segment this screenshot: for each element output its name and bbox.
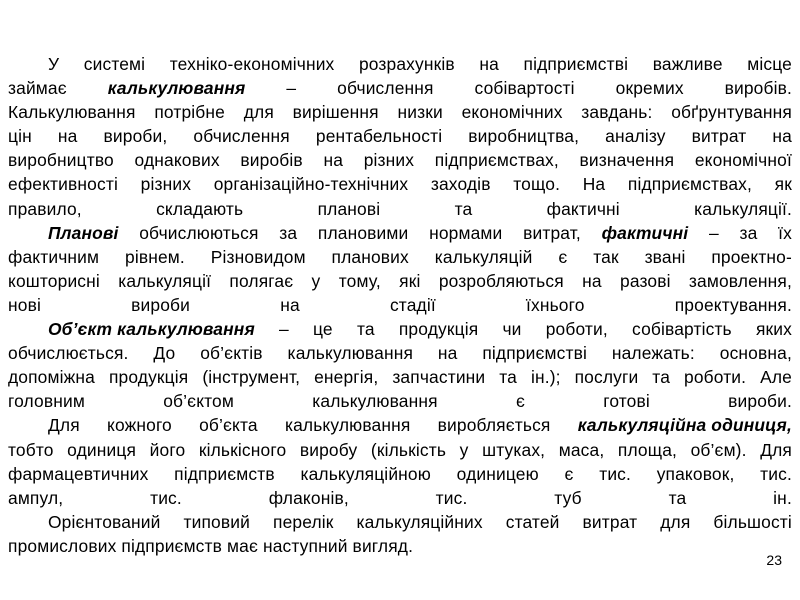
word: заходів bbox=[430, 174, 491, 195]
word: виробництво bbox=[8, 150, 114, 171]
word: калькулювання bbox=[287, 343, 414, 364]
text-line bbox=[8, 462, 792, 486]
word: для bbox=[243, 102, 274, 123]
word: вироби bbox=[131, 294, 191, 315]
word: рівнем. bbox=[125, 246, 185, 267]
word: типовий bbox=[183, 511, 251, 532]
text-line bbox=[8, 172, 792, 196]
text-line bbox=[8, 534, 792, 558]
emphasized-term: калькулювання bbox=[107, 78, 246, 99]
word: у bbox=[459, 439, 469, 460]
word: витрат bbox=[691, 126, 747, 147]
word: калькуляційних bbox=[356, 511, 483, 532]
word: витрат, bbox=[523, 222, 581, 243]
word: – bbox=[279, 319, 289, 340]
word: проектно- bbox=[711, 246, 792, 267]
word: обчислюються bbox=[139, 222, 259, 243]
word: тощо. bbox=[513, 174, 561, 195]
text-line bbox=[8, 413, 792, 437]
word: за bbox=[739, 222, 758, 243]
word: фактичні bbox=[546, 198, 620, 219]
word: кошторисні bbox=[8, 270, 100, 291]
word: розробляються bbox=[438, 270, 564, 291]
word: Різновидом bbox=[210, 246, 306, 267]
word: калькулювання bbox=[312, 391, 438, 412]
word: його bbox=[149, 439, 186, 460]
word: замовлення, bbox=[688, 270, 792, 291]
word: підприємств bbox=[174, 463, 275, 484]
word: підприємстві bbox=[523, 54, 629, 74]
text-line bbox=[8, 100, 792, 124]
emphasized-term: калькуляційна одиниця, bbox=[577, 415, 792, 436]
word: Але bbox=[760, 367, 792, 388]
word: кожного bbox=[107, 415, 172, 436]
word: маса, bbox=[558, 439, 605, 460]
word: виробництва, bbox=[468, 126, 580, 147]
word: вироби. bbox=[728, 391, 792, 412]
word: калькуляцій bbox=[434, 246, 533, 267]
word: та bbox=[668, 487, 687, 508]
word: виробляється bbox=[437, 415, 551, 436]
word: планових bbox=[331, 246, 409, 267]
page-number: 23 bbox=[766, 552, 782, 568]
word: штуках, bbox=[482, 439, 546, 460]
word: аналізу bbox=[605, 126, 666, 147]
word: ін. bbox=[773, 487, 792, 508]
word: однакових bbox=[134, 150, 220, 171]
paragraph bbox=[8, 413, 792, 509]
word: вироби, bbox=[103, 126, 168, 147]
word: обґрунтування bbox=[671, 102, 792, 123]
word: які bbox=[399, 270, 421, 291]
word: є bbox=[515, 391, 525, 412]
word: на bbox=[582, 270, 602, 291]
text-line bbox=[8, 510, 792, 534]
text-line bbox=[8, 76, 792, 100]
word: площа, bbox=[617, 439, 678, 460]
word: допоміжна bbox=[8, 367, 95, 388]
emphasized-term: Планові bbox=[48, 222, 119, 243]
word: нормами bbox=[429, 222, 503, 243]
word: тобто bbox=[8, 439, 54, 460]
word: тому, bbox=[338, 270, 381, 291]
word: Орієнтований bbox=[48, 511, 161, 532]
word: собівартості bbox=[474, 78, 575, 99]
word: (кількість bbox=[370, 439, 447, 460]
text-line bbox=[8, 341, 792, 365]
word: є bbox=[558, 246, 568, 267]
word: звані bbox=[644, 246, 686, 267]
word: на bbox=[772, 126, 792, 147]
word: об’єкта bbox=[199, 415, 258, 436]
word: різних bbox=[140, 174, 192, 195]
word: підприємствах, bbox=[434, 150, 559, 171]
text-line bbox=[8, 197, 792, 221]
text-line bbox=[8, 221, 792, 245]
word: калькулювання bbox=[284, 415, 411, 436]
word: низки bbox=[397, 102, 443, 123]
word: чи bbox=[502, 319, 522, 340]
word: різних bbox=[363, 150, 415, 171]
word: та bbox=[652, 367, 671, 388]
line-text: промислових підприємств має наступний вигляд. bbox=[8, 535, 414, 556]
word: підприємстві bbox=[482, 343, 587, 364]
text-line bbox=[8, 438, 792, 462]
word: їх bbox=[778, 222, 792, 243]
word: більшості bbox=[713, 511, 792, 532]
word: окремих bbox=[615, 78, 684, 99]
word: системі bbox=[83, 54, 146, 74]
word: місце bbox=[747, 54, 792, 74]
word: та bbox=[454, 198, 473, 219]
word: Для bbox=[760, 439, 792, 460]
word: рентабельності bbox=[315, 126, 443, 147]
word: організаційно-технічних bbox=[213, 174, 409, 195]
word: одиницею bbox=[456, 463, 539, 484]
paragraph bbox=[8, 52, 792, 221]
word: тис. bbox=[435, 487, 468, 508]
word: на bbox=[479, 54, 499, 74]
word: виробів. bbox=[724, 78, 792, 99]
word: продукція bbox=[398, 319, 479, 340]
word: яких bbox=[755, 319, 792, 340]
word: обчислюється. bbox=[8, 343, 129, 364]
word: підприємствах, bbox=[627, 174, 752, 195]
word: цін bbox=[8, 126, 32, 147]
body-text bbox=[8, 52, 792, 558]
word: складають bbox=[156, 198, 244, 219]
word: послуги bbox=[574, 367, 639, 388]
paragraph bbox=[8, 221, 792, 317]
text-line bbox=[8, 52, 792, 76]
word: Для bbox=[48, 415, 80, 436]
text-line bbox=[8, 148, 792, 172]
word: займає bbox=[8, 78, 67, 99]
word: енергія, bbox=[314, 367, 379, 388]
word: нові bbox=[8, 294, 41, 315]
word: – bbox=[286, 78, 297, 99]
word: тис. bbox=[760, 463, 792, 484]
word: разові bbox=[620, 270, 671, 291]
word: кількісного bbox=[198, 439, 287, 460]
word: тис. bbox=[599, 463, 632, 484]
word: на bbox=[57, 126, 78, 147]
text-line bbox=[8, 124, 792, 148]
text-line bbox=[8, 389, 792, 413]
text-line bbox=[8, 486, 792, 510]
emphasized-term: фактичні bbox=[601, 222, 689, 243]
word: Калькулювання bbox=[8, 102, 136, 123]
word: це bbox=[313, 319, 333, 340]
word: так bbox=[593, 246, 619, 267]
word: полягає bbox=[229, 270, 294, 291]
word: завдань: bbox=[581, 102, 653, 123]
word: готові bbox=[603, 391, 650, 412]
word: основна, bbox=[719, 343, 792, 364]
word: роботи. bbox=[684, 367, 747, 388]
word: техніко-економічних bbox=[169, 54, 335, 74]
word: вирішення bbox=[292, 102, 379, 123]
word: ін.); bbox=[530, 367, 561, 388]
word: ефективності bbox=[8, 174, 118, 195]
word: тис. bbox=[150, 487, 182, 508]
word: їхнього bbox=[526, 294, 585, 315]
word: виробу bbox=[299, 439, 358, 460]
word: флаконів, bbox=[268, 487, 349, 508]
word: калькуляційною bbox=[300, 463, 431, 484]
word: (інструмент, bbox=[202, 367, 301, 388]
word: об’єктів bbox=[200, 343, 263, 364]
word: ампул, bbox=[8, 487, 64, 508]
word: плановими bbox=[317, 222, 409, 243]
paragraph bbox=[8, 510, 792, 558]
word: за bbox=[279, 222, 298, 243]
word: планові bbox=[317, 198, 381, 219]
word: собівартість bbox=[632, 319, 732, 340]
word: на bbox=[323, 150, 344, 171]
word: належать: bbox=[611, 343, 695, 364]
text-line bbox=[8, 269, 792, 293]
word: , bbox=[786, 415, 792, 436]
word: економічних bbox=[461, 102, 563, 123]
emphasized-term: Об’єкт калькулювання bbox=[48, 319, 255, 340]
word: упаковок, bbox=[656, 463, 735, 484]
word: на bbox=[437, 343, 458, 364]
word: фармацевтичних bbox=[8, 463, 149, 484]
word: калькуляції. bbox=[694, 198, 792, 219]
word: головним bbox=[8, 391, 85, 412]
word: обчислення bbox=[337, 78, 434, 99]
word: фактичним bbox=[8, 246, 100, 267]
word: У bbox=[48, 54, 60, 74]
word: є bbox=[564, 463, 574, 484]
word: визначення bbox=[579, 150, 675, 171]
word: як bbox=[774, 174, 792, 195]
text-line bbox=[8, 293, 792, 317]
word: потрібне bbox=[154, 102, 225, 123]
word: розрахунків bbox=[358, 54, 455, 74]
word: – bbox=[708, 222, 719, 243]
text-line bbox=[8, 317, 792, 341]
word: На bbox=[582, 174, 606, 195]
word: витрат bbox=[582, 511, 638, 532]
word: туб bbox=[554, 487, 582, 508]
word: об’єм). bbox=[690, 439, 747, 460]
paragraph bbox=[8, 317, 792, 413]
word: роботи, bbox=[545, 319, 608, 340]
word: До bbox=[153, 343, 176, 364]
word: перелік bbox=[273, 511, 334, 532]
word: у bbox=[311, 270, 321, 291]
word: для bbox=[660, 511, 691, 532]
word: проектування. bbox=[674, 294, 792, 315]
word: важливе bbox=[652, 54, 723, 74]
word: та bbox=[356, 319, 375, 340]
word: калькуляції bbox=[118, 270, 212, 291]
word: на bbox=[280, 294, 300, 315]
text-line bbox=[8, 245, 792, 269]
word: статей bbox=[505, 511, 560, 532]
word: одиниця bbox=[67, 439, 137, 460]
word: обчислення bbox=[193, 126, 290, 147]
word: стадії bbox=[389, 294, 436, 315]
word: правило, bbox=[8, 198, 82, 219]
word: економічної bbox=[694, 150, 792, 171]
word: продукція bbox=[108, 367, 189, 388]
text-line bbox=[8, 365, 792, 389]
word: та bbox=[499, 367, 518, 388]
word: запчастини bbox=[392, 367, 486, 388]
word: виробів bbox=[240, 150, 303, 171]
word: об’єктом bbox=[163, 391, 234, 412]
